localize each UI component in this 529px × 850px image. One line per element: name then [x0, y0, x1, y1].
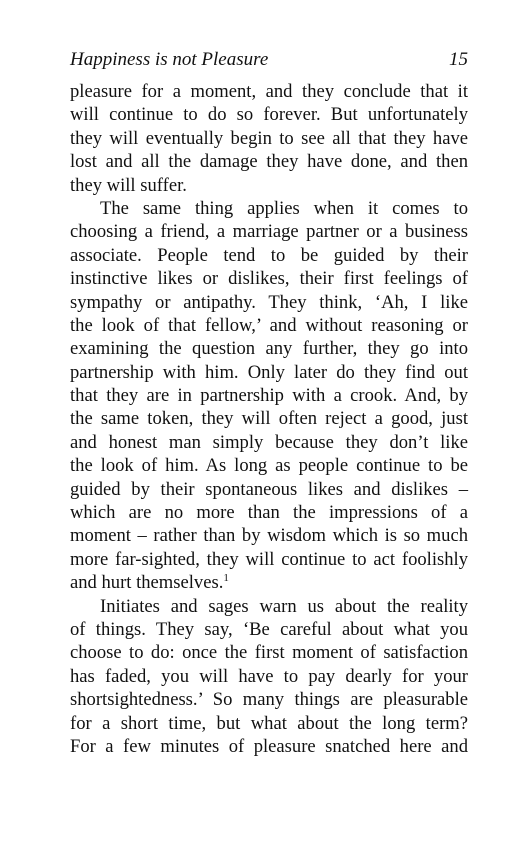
paragraph — [70, 80, 468, 197]
text-line: they will eventually begin to see all that they have — [70, 127, 468, 149]
text-line: choosing a friend, a marriage partner or a business — [70, 221, 468, 243]
text-line: the same token, they will often reject a good, just — [70, 408, 468, 430]
text-line: that they are in partnership with a crook. And, by — [70, 385, 468, 407]
text-line: guided by their spontaneous likes and dislikes – — [70, 478, 468, 500]
running-header — [70, 48, 468, 72]
text-line: choose to do: once the first moment of satisfaction — [70, 642, 468, 664]
running-title: Happiness is not Pleasure — [70, 49, 269, 70]
text-line: pleasure for a moment, and they conclude that it — [70, 81, 468, 102]
text-line: they will suffer. — [70, 174, 187, 196]
page-number: 15 — [449, 49, 468, 70]
text-line: moment – rather than by wisdom which is so much — [70, 525, 468, 547]
text-line: shortsightedness.’ So many things are pleasurable — [70, 689, 468, 711]
text-line: For a few minutes of pleasure snatched here and — [70, 735, 468, 757]
text-line: sympathy or antipathy. They think, ‘Ah, I like — [70, 291, 468, 313]
text-line: partnership with him. Only later do they find out — [70, 361, 468, 383]
text-line: which are no more than the impressions of a — [70, 502, 468, 524]
body-text — [70, 80, 468, 758]
text-line: Initiates and sages warn us about the reality — [100, 595, 468, 617]
text-line: the look of him. As long as people continue to be — [70, 455, 468, 477]
text-line: lost and all the damage they have done, and then — [70, 151, 468, 173]
text-line: the look of that fellow,’ and without reasoning or — [70, 314, 468, 336]
text-line: of things. They say, ‘Be careful about what you — [70, 618, 468, 640]
footnote-reference: 1 — [223, 572, 229, 585]
text-line: instinctive likes or dislikes, their first feelings of — [70, 268, 468, 290]
text-line: and honest man simply because they don’t like — [70, 431, 468, 453]
text-line: examining the question any further, they go into — [70, 338, 468, 360]
text-line: associate. People tend to be guided by their — [70, 244, 468, 266]
text-line: will continue to do so forever. But unfortunately — [70, 104, 468, 126]
text-line: and hurt themselves.$^1$ — [70, 572, 229, 594]
text-line: has faded, you will have to pay dearly for your — [70, 665, 468, 687]
paragraph — [70, 595, 468, 759]
text-line: for a short time, but what about the long term? — [70, 712, 468, 734]
paragraph — [70, 197, 468, 595]
text-line: The same thing applies when it comes to — [100, 197, 468, 219]
text-line: more far-sighted, they will continue to act foolishly — [70, 548, 468, 570]
